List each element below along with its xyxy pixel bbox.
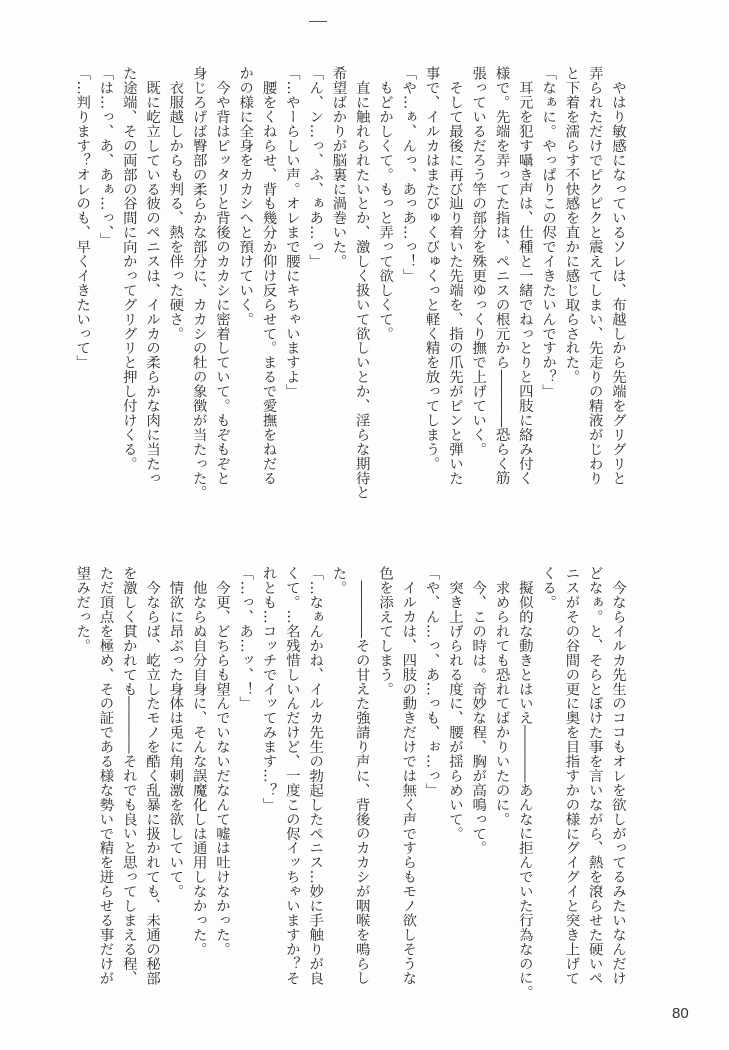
text-line: 「…判ります？オレのも、早くイきたいって」 — [74, 66, 91, 370]
text-line: ニスがその谷間の更に奥を目指すかの様にグイグイと突き上げて — [563, 566, 580, 986]
text-line: 求められても恐れてばかりいたのに。 — [493, 566, 510, 827]
text-line: 今ならイルカ先生のココもオレを欲しがってるみたいなんだけ — [610, 566, 626, 986]
text-line: 他ならぬ自分自身に、そんな誤魔化しは通用しなかった。 — [190, 566, 207, 957]
text-line: 身じろげば臀部の柔らかな部分に、カカシの牡の象徴が当たった。 — [190, 66, 207, 500]
text-line: イルカは、四肢の動きだけでは無く声ですらもモノ欲しそうな — [400, 566, 417, 986]
text-line: 「や、ん…っ、あ…っも、ぉ…っ」 — [423, 566, 440, 798]
text-line: かの様に全身をカカシへと預けていく。 — [237, 66, 254, 327]
text-line: と下着を濡らす不快感を直かに感じ取らされた。 — [563, 66, 580, 384]
text-line: 事で、イルカはまたびゅくびゅくっと軽く精を放ってしまう。 — [423, 66, 440, 471]
text-block-bottom — [70, 566, 629, 1000]
text-line: 擬似的な動きとはいえ――――あんなに拒んでいた行為なのに。 — [516, 566, 533, 1000]
text-line: 色を添えてしまう。 — [377, 566, 394, 697]
text-line: を激しく貫かれても――――それでも良いと思ってしまえる程、 — [120, 566, 137, 986]
text-line: 今や背はピッタリと背後のカカシに密着していて。もぞもぞと — [213, 66, 230, 486]
text-line: 様で。先端を弄ってた指は、ペニスの根元から――――恐らく筋 — [493, 66, 510, 486]
text-line: どなぁ。と、そらとぼけた事を言いながら、熱を滾らせた硬いペ — [586, 566, 603, 986]
text-line: 「…なぁんかね、イルカ先生の勃起したペニス…妙に手触りが良 — [307, 566, 324, 986]
top-dash-mark — [309, 21, 327, 22]
text-line: 「や…ぁ、んっ、あっあ…っ！」 — [400, 66, 417, 283]
text-line: 直に触れられたいとか、激しく扱いて欲しいとか、淫らな期待と — [353, 66, 370, 500]
text-line: ――――その甘えた強請り声に、背後のカカシが咽喉を鳴らし — [353, 566, 370, 986]
text-line: た途端、その両部の谷間に向かってグリグリと押し付けくる。 — [120, 66, 137, 471]
text-line: 腰をくねらせ、背も幾分か仰け反らせて。まるで愛撫をねだる — [260, 66, 277, 486]
text-line: 今ならば、屹立したモノを酷く乱暴に扱かれても、未通の秘部 — [144, 566, 161, 986]
text-line: 既に屹立している彼のペニスは、イルカの柔らかな肉に当たっ — [144, 66, 161, 486]
text-line: 突き上げられる度に、腰が揺らめいて。 — [446, 566, 463, 841]
text-block-top — [70, 66, 629, 500]
text-line: そして最後に再び辿り着いた先端を、指の爪先がピンと弾いた — [446, 66, 463, 486]
text-line: 「…やーらしい声。オレまで腰にキちゃいますよ」 — [283, 66, 300, 399]
text-line: 「は…っ、あ、あぁ…っ、」 — [97, 66, 114, 247]
text-line: 弄られただけでピクピクと震えてしまい、先走りの精液がじわり — [586, 66, 603, 486]
text-line: もどかしくて。もっと弄って欲しくて。 — [377, 66, 394, 341]
text-line: た。 — [330, 566, 347, 595]
text-line: ただ頂点を極め、その証である様な勢いで精を迸らせる事だけが — [97, 566, 114, 986]
text-line: やはり敏感になっているソレは、布越しから先端をグリグリと — [610, 66, 626, 486]
text-line: 「ん、ン…っ、ふ、ぁあ…っ」 — [307, 66, 324, 269]
text-line: 「なぁに。やっぱりこの侭でイきたいんですか？」 — [540, 66, 557, 399]
text-line: 今、この時は。奇妙な程、胸が高鳴って。 — [470, 566, 487, 855]
text-line: 耳元を犯す囁き声は、仕種と一緒でねっとりと四肢に絡み付く — [516, 66, 533, 486]
text-line: 衣服越しからも判る、熱を伴った硬さ。 — [167, 66, 184, 341]
text-line: 希望ばかりが脳裏に渦巻いた。 — [330, 66, 347, 269]
text-line: くて。…名残惜しいんだけど、一度この侭イッちゃいますか？そ — [283, 566, 300, 986]
page-number: 80 — [672, 1005, 689, 1022]
text-line: くる。 — [540, 566, 557, 610]
text-line: 望みだった。 — [74, 566, 91, 653]
text-line: 情欲に昂ぶった身体は兎に角刺激を欲していて。 — [167, 566, 184, 899]
text-line: 「…っ、あ…ッ、！」 — [237, 566, 254, 711]
text-line: れとも…コッチでイッてみます…？」 — [260, 566, 277, 812]
text-line: 今更、どちらも望んでいないだなんて嘘は吐けなかった。 — [213, 566, 230, 957]
text-line: 張っているだろう竿の部分を殊更ゆっくり撫で上げていく。 — [470, 66, 487, 457]
